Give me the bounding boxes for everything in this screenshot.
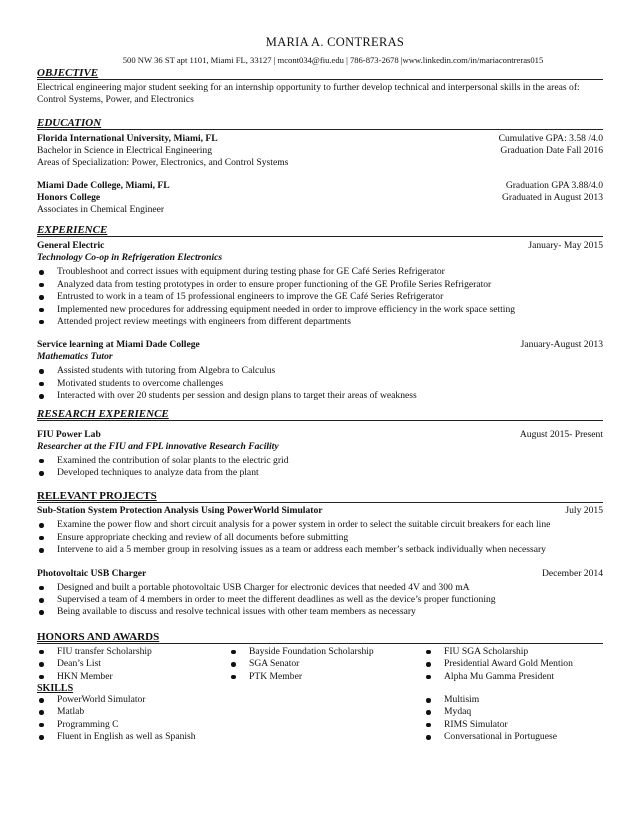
job-org: General Electric — [37, 240, 105, 252]
job-org: Service learning at Miami Dade College — [37, 339, 200, 351]
school-gpa: Cumulative GPA: 3.58 /4.0 — [498, 133, 603, 145]
job-role: Mathematics Tutor — [37, 351, 113, 363]
list-item: Multisim — [424, 694, 603, 706]
job-row — [37, 339, 603, 351]
list-item: RIMS Simulator — [424, 719, 603, 731]
list-item: Matlab — [37, 706, 424, 718]
list-item: FIU SGA Scholarship — [424, 646, 603, 658]
school-honors: Honors College — [37, 192, 101, 204]
skills-col — [424, 694, 603, 744]
list-item: Motivated students to overcome challenges — [37, 378, 603, 390]
education-row — [37, 133, 603, 145]
project-bullets — [37, 582, 603, 619]
research-row — [37, 429, 603, 441]
job-bullets — [37, 266, 603, 328]
list-item: PTK Member — [229, 671, 424, 683]
school-gpa: Graduation GPA 3.88/4.0 — [505, 180, 603, 192]
research-role-row — [37, 441, 603, 453]
project-row — [37, 505, 603, 517]
honors-col — [229, 646, 424, 683]
list-item: Alpha Mu Gamma President — [424, 671, 603, 683]
project-title: Sub-Station System Protection Analysis Using PowerWorld Simulator — [37, 505, 323, 517]
list-item: FIU transfer Scholarship — [37, 646, 229, 658]
objective-heading: OBJECTIVE — [37, 67, 603, 80]
education-row — [37, 204, 603, 216]
list-item: Analyzed data from testing prototypes in order to ensure proper functioning of the GE Profile Series Refrigerator — [37, 279, 603, 291]
skills-heading: SKILLS — [37, 683, 74, 695]
list-item: Dean’s List — [37, 658, 229, 670]
school-graduation: Graduated in August 2013 — [502, 192, 603, 204]
research-role: Researcher at the FIU and FPL innovative Research Facility — [37, 440, 279, 452]
list-item: Fluent in English as well as Spanish — [37, 731, 424, 743]
list-item: SGA Senator — [229, 658, 424, 670]
school-name: Miami Dade College, Miami, FL — [37, 180, 170, 192]
education-row — [37, 180, 603, 192]
education-row — [37, 157, 603, 169]
list-item: Interacted with over 20 students per session and design plans to target their areas of weakness — [37, 390, 603, 402]
school-name: Florida International University, Miami, FL — [37, 133, 218, 145]
list-item: Designed and built a portable photovoltaic USB Charger for electronic devices that needed 4V and 300 mA — [37, 582, 603, 594]
list-item: Being available to discuss and resolve technical issues with other team members as necessary — [37, 606, 603, 618]
job-dates: January-August 2013 — [520, 339, 603, 351]
education-row — [37, 145, 603, 157]
projects-heading: RELEVANT PROJECTS — [37, 490, 603, 503]
list-item: Mydaq — [424, 706, 603, 718]
experience-heading: EXPERIENCE — [37, 224, 603, 237]
resume-name: MARIA A. CONTRERAS — [265, 35, 405, 49]
list-item: Ensure appropriate checking and review of all documents before submitting — [37, 532, 603, 544]
list-item: Presidential Award Gold Mention — [424, 658, 603, 670]
list-item: Troubleshoot and correct issues with equipment during testing phase for GE Café Series Refrigerator — [37, 266, 603, 278]
school-specialization: Areas of Specialization: Power, Electronics, and Control Systems — [37, 157, 289, 169]
list-item: Examined the contribution of solar plants to the electric grid — [37, 455, 603, 467]
skills-grid — [37, 694, 603, 744]
research-heading: RESEARCH EXPERIENCE — [37, 408, 603, 421]
education-heading: EDUCATION — [37, 117, 603, 130]
honors-heading: HONORS AND AWARDS — [37, 631, 603, 644]
job-dates: January- May 2015 — [528, 240, 603, 252]
research-org: FIU Power Lab — [37, 428, 101, 440]
research-bullets — [37, 455, 603, 480]
list-item: Entrusted to work in a team of 15 professional engineers to improve the GE Café Series Refrigerator — [37, 291, 603, 303]
honors-grid — [37, 644, 603, 683]
honors-col — [37, 646, 229, 683]
job-role: Technology Co-op in Refrigeration Electronics — [37, 252, 223, 264]
resume-page — [37, 35, 603, 744]
list-item: Assisted students with tutoring from Algebra to Calculus — [37, 365, 603, 377]
honors-col — [424, 646, 603, 683]
objective-text: Electrical engineering major student seeking for an internship opportunity to further develop technical and interpersonal skills in the areas of: Control Systems, Power, and Electronics — [37, 82, 580, 106]
list-item: Intervene to aid a 5 member group in resolving issues as a team or address each member’s setback individually when necessary — [37, 544, 603, 556]
list-item: Conversational in Portuguese — [424, 731, 603, 743]
list-item: PowerWorld Simulator — [37, 694, 424, 706]
project-title: Photovoltaic USB Charger — [37, 567, 147, 579]
job-role-row — [37, 351, 603, 363]
project-bullets — [37, 519, 603, 556]
list-item: Supervised a team of 4 members in order to meet the different deadlines as well as the device’s proper functioning — [37, 594, 603, 606]
list-item: Examine the power flow and short circuit analysis for a power system in order to select the suitable circuit breakers for each line — [37, 519, 603, 531]
school-degree: Associates in Chemical Engineer — [37, 204, 165, 216]
job-row — [37, 240, 603, 252]
list-item: Implemented new procedures for addressing equipment needed in order to improve efficiency in the work space setting — [37, 304, 603, 316]
research-dates: August 2015- Present — [519, 428, 603, 440]
education-row — [37, 192, 603, 204]
contact-line: 500 NW 36 ST apt 1101, Miami FL, 33127 | mcont034@fiu.edu | 786-873-2678 |www.linkedin.com/in/mariacontreras015 — [122, 54, 544, 65]
list-item: Programming C — [37, 719, 424, 731]
list-item: Developed techniques to analyze data from the plant — [37, 467, 603, 479]
skills-col — [37, 694, 424, 744]
list-item: Bayside Foundation Scholarship — [229, 646, 424, 658]
project-row — [37, 568, 603, 580]
list-item: Attended project review meetings with engineers from different departments — [37, 316, 603, 328]
school-graduation: Graduation Date Fall 2016 — [500, 145, 603, 157]
school-degree: Bachelor in Science in Electrical Engineering — [37, 145, 213, 157]
job-role-row — [37, 252, 603, 264]
list-item: HKN Member — [37, 671, 229, 683]
project-date: July 2015 — [565, 505, 603, 517]
project-date: December 2014 — [541, 567, 603, 579]
job-bullets — [37, 365, 603, 402]
